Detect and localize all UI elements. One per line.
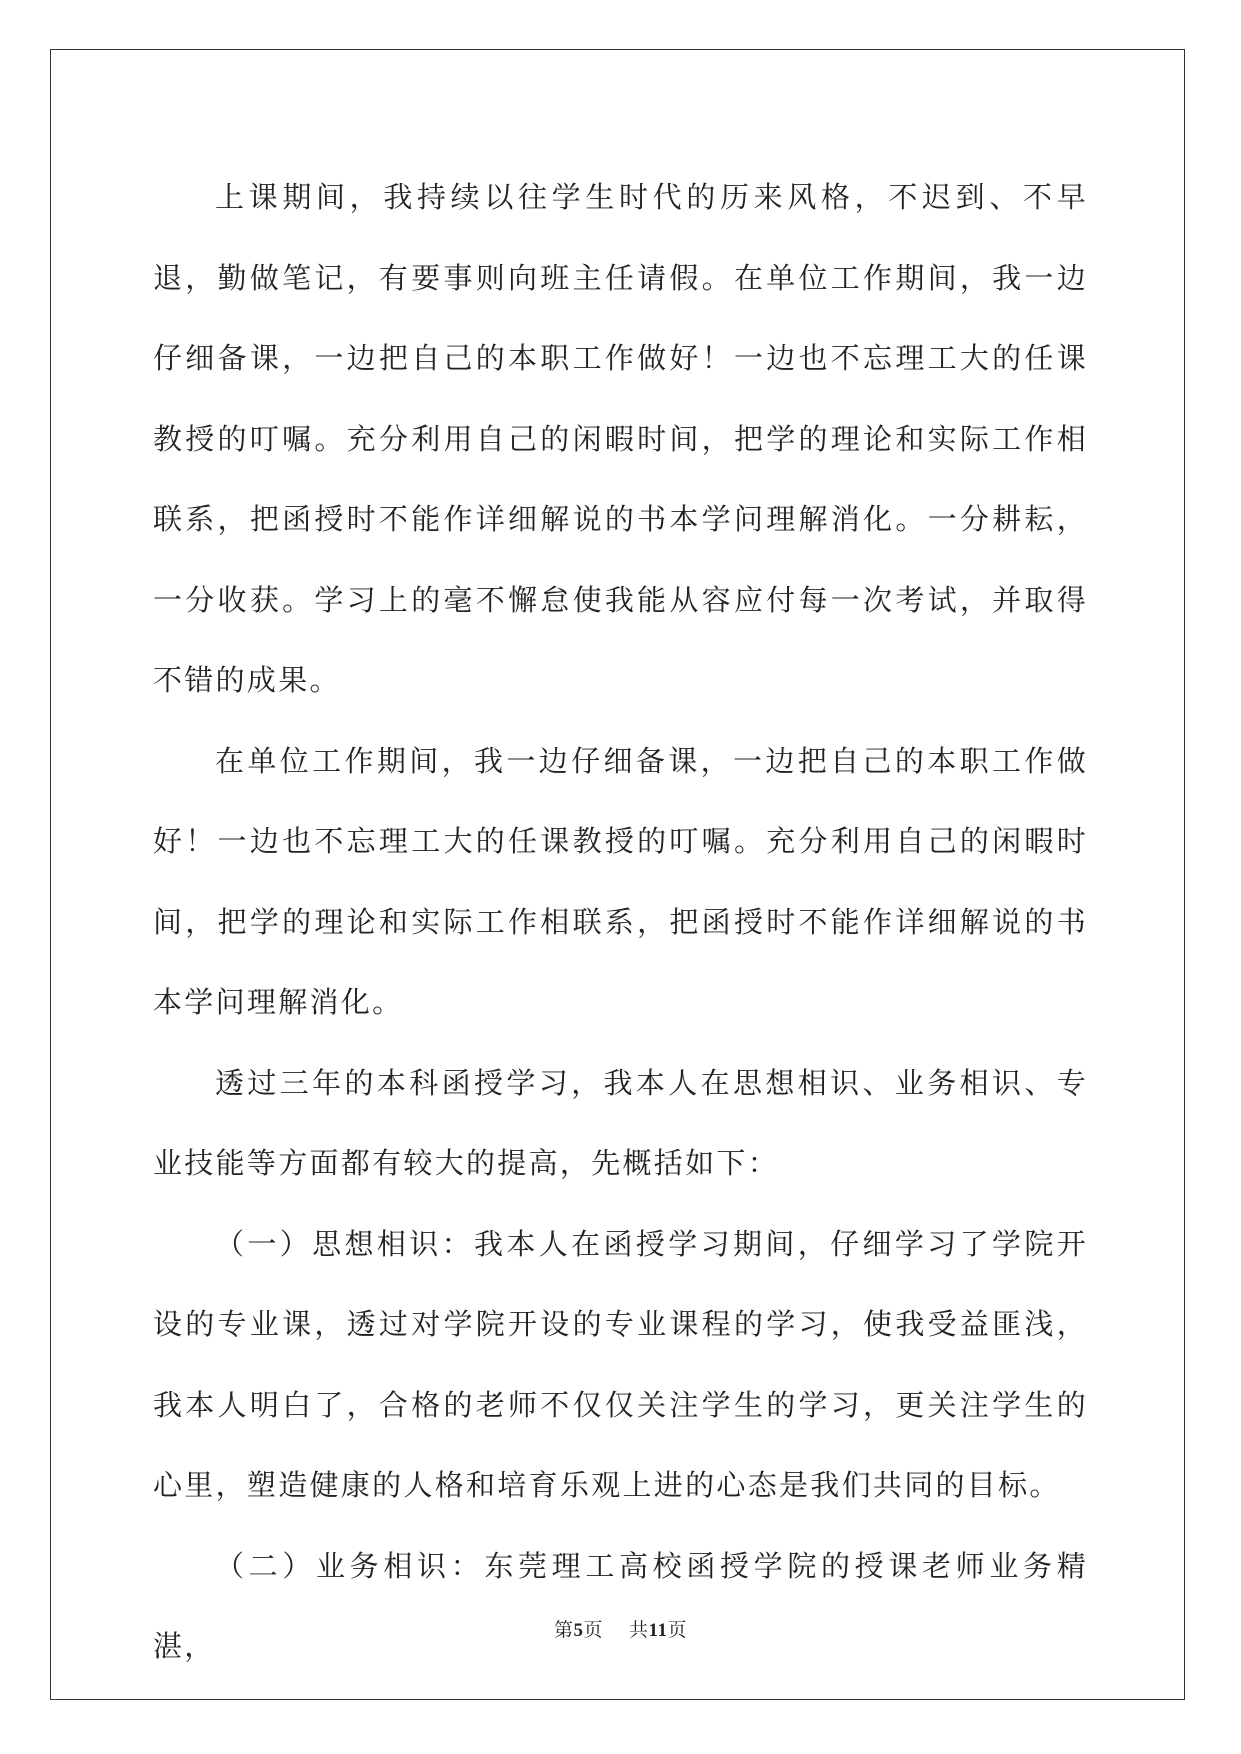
document-body xyxy=(153,157,1088,1687)
page-suffix: 页 xyxy=(583,1619,604,1641)
paragraph: 在单位工作期间，我一边仔细备课，一边把自己的本职工作做好！一边也不忘理工大的任课教授的叮嘱。充分利用自己的闲暇时间，把学的理论和实际工作相联系，把函授时不能作详细解说的书本学问理解消化。 xyxy=(153,743,1088,1019)
total-suffix: 页 xyxy=(667,1619,687,1641)
current-page-number: 5 xyxy=(573,1620,584,1641)
total-page-count: 11 xyxy=(648,1620,668,1641)
total-prefix: 共 xyxy=(629,1619,649,1641)
paragraph: （二）业务相识：东莞理工高校函授学院的授课老师业务精湛， xyxy=(153,1548,1088,1663)
paragraph: 透过三年的本科函授学习，我本人在思想相识、业务相识、专业技能等方面都有较大的提高，先概括如下： xyxy=(153,1065,1088,1180)
paragraph: （一）思想相识：我本人在函授学习期间，仔细学习了学院开设的专业课，透过对学院开设的专业课程的学习，使我受益匪浅，我本人明白了，合格的老师不仅仅关注学生的学习，更关注学生的心里，塑造健康的人格和培育乐观上进的心态是我们共同的目标。 xyxy=(153,1226,1088,1502)
page-prefix: 第 xyxy=(553,1619,574,1641)
page-footer xyxy=(0,1615,1241,1642)
paragraph: 上课期间，我持续以往学生时代的历来风格，不迟到、不早退，勤做笔记，有要事则向班主任请假。在单位工作期间，我一边仔细备课，一边把自己的本职工作做好！一边也不忘理工大的任课教授的叮嘱。充分利用自己的闲暇时间，把学的理论和实际工作相联系，把函授时不能作详细解说的书本学问理解消化。一分耕耘，一分收获。学习上的毫不懈怠使我能从容应付每一次考试，并取得不错的成果。 xyxy=(153,180,1088,697)
